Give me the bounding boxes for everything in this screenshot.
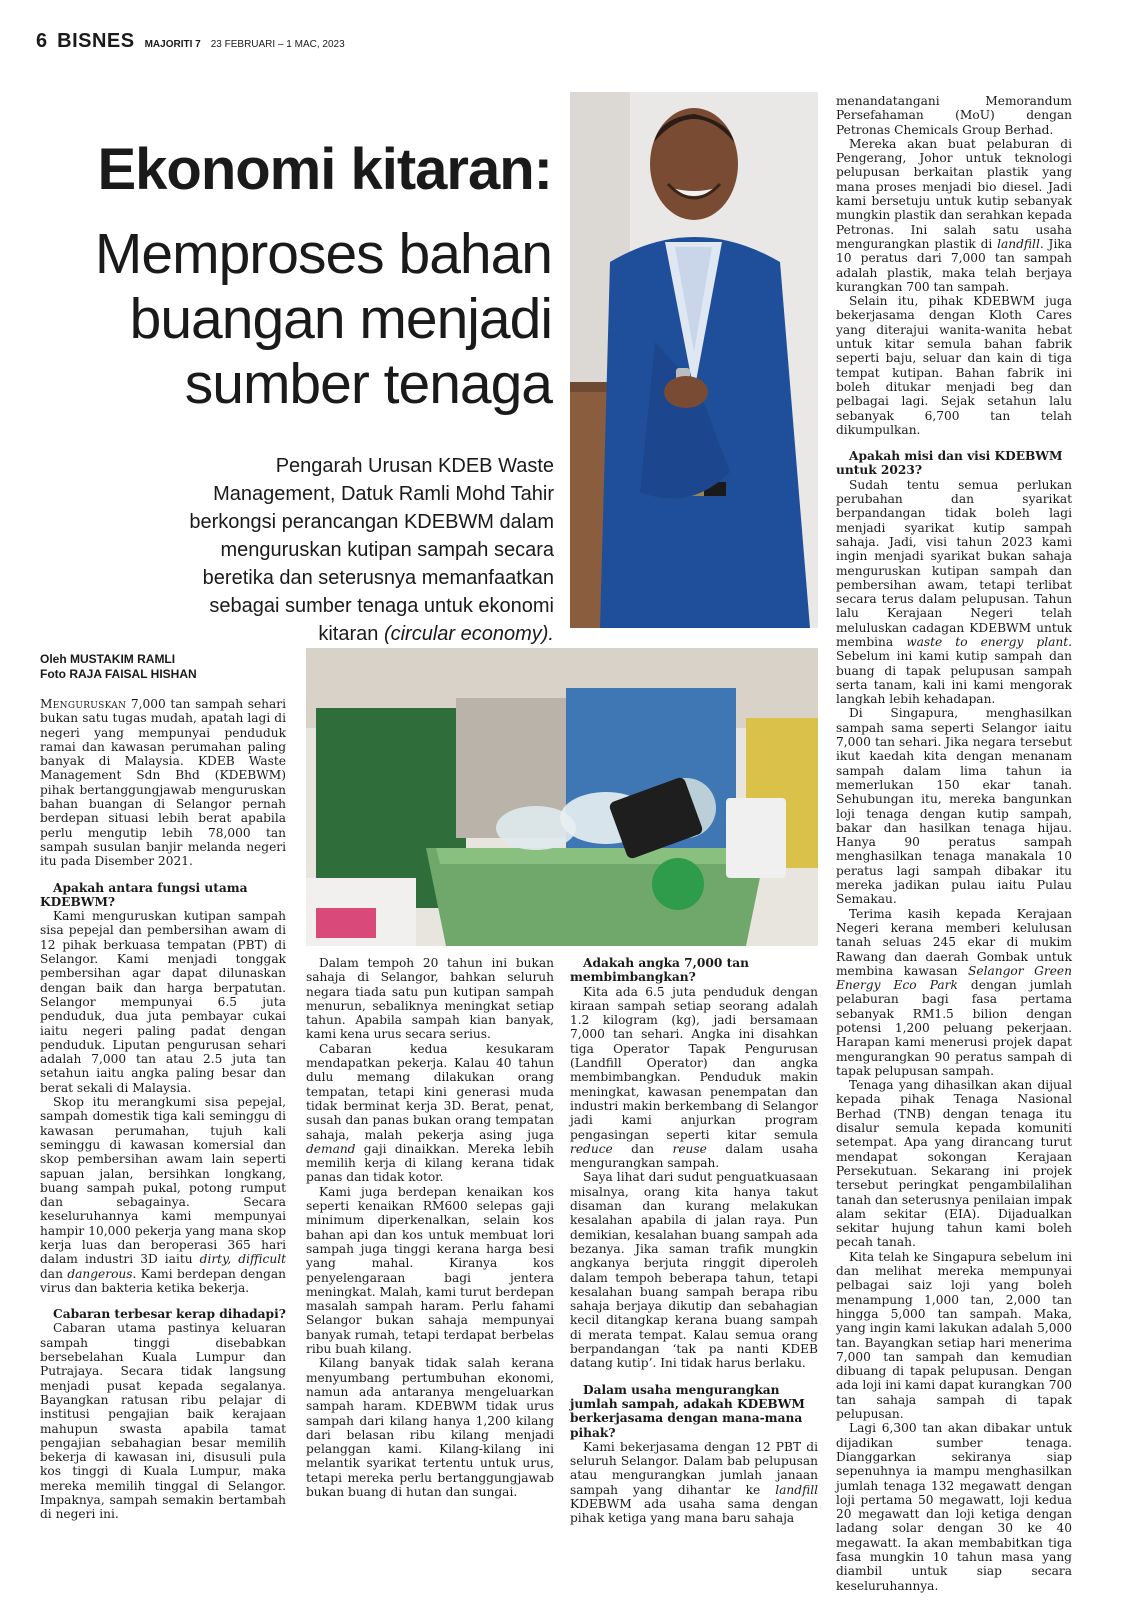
byline-photographer: Foto RAJA FAISAL HISHAN	[40, 667, 197, 681]
interview-question: Apakah antara fungsi utama KDEBWM?	[40, 880, 248, 909]
paragraph-text: Skop itu merangkumi sisa pepejal, sampah domestik tiga kali seminggu di kawasan perumahan, tujuh kali seminggu di kawasan komersial dan skop pembersihan awam lain seperti sapuan jalan, bersihkan longkang, buang sampah pukal, potong rumput dan sebagainya. Secara keseluruhannya kami mempunyai hampir 10,000 pekerja yang mana skop kerja luas dan beroperasi 365 hari dalam industri 3D iaitu	[40, 1095, 286, 1267]
portrait-photo	[570, 92, 818, 628]
paragraph-text: . Jika 10 peratus dari 7,000 tan sampah adalah plastik, maka telah berjaya kurangkan 700 tan sampah.	[836, 236, 1072, 294]
italic-text: Selangor Green Energy Eco Park	[836, 963, 1072, 993]
paragraph	[40, 1095, 286, 1295]
paragraph	[836, 478, 1072, 707]
interview-question: Apakah misi dan visi KDEBWM untuk 2023?	[836, 449, 1063, 478]
italic-text: landfill	[997, 236, 1040, 251]
paragraph	[570, 1440, 818, 1526]
paragraph-text: dan	[40, 1266, 68, 1281]
article-column-1	[40, 697, 286, 1522]
paragraph: menandatangani Memorandum Persefahaman (MoU) dengan Petronas Chemicals Group Berhad.	[836, 94, 1072, 137]
paragraph: Dalam tempoh 20 tahun ini bukan sahaja di Selangor, bahkan seluruh negara tiada satu pun kutipan sampah menurun, sebaliknya meningkat setiap tahun. Apabila sampah kian banyak, kami kena urus secara serius.	[306, 956, 554, 1042]
paragraph-text: Kami bekerjasama dengan 12 PBT di seluruh Selangor. Dalam bab pelupusan atau mengurangkan jumlah janaan sampah yang dihantar ke	[570, 1439, 818, 1497]
byline-writer: Oleh MUSTAKIM RAMLI	[40, 652, 176, 666]
paragraph-text: Kita ada 6.5 juta penduduk dengan kiraan sampah setiap seorang adalah 1.2 kilogram (kg), jadi bersamaan 7,000 tan sehari. Angka ini disahkan tiga Operator Tapak Pengurusan (Landfill Operator) dan angka membimbangkan. Penduduk makin meningkat, kawasan penempatan dan industri makin berkembang di Selangor jadi kami anjurkan program pengasingan seperti kitar semula	[570, 984, 818, 1142]
paragraph-text: gaji dinaikkan. Mereka lebih memilih kerja di kilang kerana tidak panas dan tidak kotor.	[306, 1141, 554, 1185]
deck-italic: (circular economy).	[383, 623, 554, 645]
lead-word: Menguruskan	[40, 697, 127, 711]
paragraph: Kami juga berdepan kenaikan kos seperti kenaikan RM600 selepas gaji minimum diperkenalkan, selain kos bahan api dan kos untuk membuat lori sampah juga tinggi kerana harga besi yang mahal. Kiranya kos penyelengaraan bagi jentera meningkat. Malah, kami turut berdepan masalah sampah haram. Perlu fahami Selangor bukan sahaja mempunyai banyak rumah, tetapi terdapat berbelas ribu buah kilang.	[306, 1184, 554, 1357]
paragraph-text: Sudah tentu semua perlukan perubahan dan syarikat berpandangan tidak boleh lagi menjadi syarikat kutip sampah sahaja. Jadi, visi tahun 2023 kami ingin menjadi syarikat bukan sahaja menguruskan kutipan sampah dan pembersihan awam, tetapi terlibat secara terus dalam pelupusan. Tahun lalu Kerajaan Negeri telah meluluskan cadagan KDEBWM untuk membina	[836, 477, 1072, 649]
paragraph	[836, 137, 1072, 294]
paragraph-text: . Kami berdepan dengan virus dan bakteria ketika bekerja.	[40, 1266, 286, 1295]
paragraph-text: . Sebelum ini kami kutip sampah dan buang di tapak pelupusan sampah serta tanam, kali ini kami mengorak langkah lebih kehadapan.	[836, 634, 1072, 707]
paragraph: Kita telah ke Singapura sebelum ini dan melihat mereka mempunyai pelbagai saiz loji yang boleh menampung 1,000 tan, 2,000 tan hingga 5,000 tan sampah. Maka, yang ingin kami lakukan adalah 5,000 tan. Bayangkan setiap hari menerima 7,000 tan sampah dan kemudian dibuang di tapak pelupusan. Dengan ada loji ini kami dapat kurangkan 700 tan sahaja sampah di tapak pelupusan.	[836, 1249, 1072, 1422]
recycling-bins-illustration	[306, 648, 818, 946]
interview-question: Cabaran terbesar kerap dihadapi?	[53, 1307, 286, 1322]
paragraph-text: KDEBWM ada usaha sama dengan pihak ketiga yang mana baru sahaja	[570, 1496, 818, 1526]
publication-name: MAJORITI 7	[144, 39, 201, 50]
section-name: BISNES	[57, 30, 135, 52]
paragraph: Kilang banyak tidak salah kerana menyumbang pertumbuhan ekonomi, namun ada antaranya mengeluarkan sampah haram. KDEBWM tidak urus sampah dari kilang hanya 1,200 kilang dari belasan ribu kilang menjadi pelanggan kami. Kilang-kilang ini melantik syarikat tertentu untuk urus, tetapi mereka perlu bertanggungjawab bukan buang di hutan dan sungai.	[306, 1356, 554, 1499]
italic-text: dangerous	[67, 1266, 133, 1281]
paragraph-text: Mereka akan buat pelaburan di Pengerang, Johor untuk teknologi pelupusan berkaitan plastik yang mana proses menjadi bio diesel. Jadi kami bersetuju untuk kutip sebanyak mungkin plastik dan serahkan kepada Petronas. Ini salah satu usaha mengurangkan plastik di	[836, 136, 1072, 251]
portrait-illustration	[570, 92, 818, 628]
paragraph	[570, 985, 818, 1171]
paragraph-text: Terima kasih kepada Kerajaan Negeri kerana memberi kelulusan tanah seluas 245 ekar di mukim Rawang dan daerah Gombak untuk membina kawasan	[836, 906, 1072, 978]
article-column-2	[306, 956, 554, 1499]
interview-question: Dalam usaha mengurangkan jumlah sampah, adakah KDEBWM berkerjasama dengan mana-mana pihak?	[570, 1382, 805, 1440]
paragraph-text: 7,000 tan sampah sehari bukan satu tugas mudah, apatah lagi di negeri yang mempunyai penduduk ramai dan kawasan perumahan paling banyak di Malaysia. KDEB Waste Management Sdn Bhd (KDEBWM) pihak bertanggungjawab menguruskan bahan buangan di Selangor pernah berdepan situasi lebih berat apabila perlu mengutip lebih 78,000 tan sampah susulan banjir melanda negeri itu pada Disember 2021.	[40, 697, 286, 869]
article-deck	[150, 452, 554, 648]
paragraph-text: dalam usaha mengurangkan sampah.	[570, 1141, 818, 1171]
paragraph: Saya lihat dari sudut penguatkuasaan misalnya, orang kita hanya takut disaman dan kurang melakukan kesalahan apabila di jalan raya. Pun demikian, kesalahan buang sampah ada bezanya. Jika saman trafik mungkin angkanya berjuta ringgit diperoleh dalam tempoh beberapa tahun, tetapi kesalahan buang sampah berapa ribu sahaja berjaya dikutip dan sebahagian kecil ditangkap kerana buang sampah di merata tempat. Kalau semua orang berpandangan ‘tak pa nanti KDEB datang kutip’. Ini tidak harus berlaku.	[570, 1170, 818, 1371]
recycling-photo	[306, 648, 818, 946]
paragraph: Selain itu, pihak KDEBWM juga bekerjasama dengan Kloth Cares yang diterajui wanita-wanita hebat untuk kitar semula bahan fabrik seperti baju, seluar dan kain di tiga tempat kutipan. Bahan fabrik ini boleh ditukar menjadi beg dan pelbagai lagi. Sejak setahun lalu sebanyak 6,700 tan telah dikumpulkan.	[836, 294, 1072, 437]
paragraph: Cabaran utama pastinya keluaran sampah tinggi disebabkan bersebelahan Kuala Lumpur dan Putrajaya. Secara tidak langsung menjadi pusat kepada segalanya. Bayangkan ratusan ribu pelajar di institusi pengajian baik kerajaan mahupun swasta apabila tamat pengajian sebahagian besar memilih bekerja di kawasan ini, disusuli pula kos tinggi di Kuala Lumpur, maka mereka memilih tinggal di Selangor. Impaknya, sampah semakin bertambah di negeri ini.	[40, 1321, 286, 1522]
paragraph-text: Cabaran kedua kesukaram mendapatkan pekerja. Kalau 40 tahun dulu memang dilakukan orang tempatan, tetapi kini generasi muda tidak berminat kerja 3D. Berat, penat, susah dan panas bukan orang tempatan sahaja, malah pekerja asing juga	[306, 1041, 554, 1142]
italic-text: demand	[306, 1141, 356, 1156]
article-column-3	[570, 956, 818, 1526]
paragraph	[836, 907, 1072, 1079]
italic-text: landfill	[775, 1482, 818, 1497]
paragraph: Lagi 6,300 tan akan dibakar untuk dijadikan sumber tenaga. Dianggarkan sekiranya siap sepenuhnya ia mampu menghasilkan jumlah tenaga 132 megawatt dengan loji pertama 50 megawatt, loji kedua 20 megawatt dan loji ketiga dengan ladang solar dengan 30 ke 40 megawatt. Ia akan membabitkan tiga fasa mungkin 10 tahun masa yang diambil untuk siap secara keseluruhannya.	[836, 1421, 1072, 1593]
paragraph: Di Singapura, menghasilkan sampah sama seperti Selangor iaitu 7,000 tan sehari. Jika negara tersebut ikut kaedah kita dengan menanam sampah dalam lima tahun ia memerlukan 150 ekar tanah. Sehubungan itu, mereka bangunkan loji tenaga dengan kutip sampah, bakar dan hasilkan tenaga hijau. Hanya 90 peratus sampah menghasilkan tenaga manakala 10 peratus lagi sampah dibakar itu mereka jadikan pulau iaitu Pulau Semakau.	[836, 706, 1072, 907]
paragraph: Kami menguruskan kutipan sampah sisa pepejal dan pembersihan awam di 12 pihak berkuasa tempatan (PBT) di Selangor. Kami menjadi tonggak pembersihan agar dapat dilunaskan dengan baik dan harga berpatutan. Selangor mempunyai 6.5 juta penduduk, dua juta pembayar cukai iaitu negeri paling padat dengan penduduk. Liputan pengurusan sehari adalah 7,000 tan atau 2.5 juta tan setahun iaitu angka paling besar dan berat sekali di Malaysia.	[40, 909, 286, 1095]
italic-text: reduce	[570, 1141, 613, 1156]
headline-sub: Memproses bahan buangan menjadi sumber tenaga	[94, 222, 552, 416]
byline	[40, 652, 300, 682]
italic-text: dirty, difficult	[199, 1252, 286, 1267]
page-header	[36, 30, 345, 54]
article-column-4	[836, 94, 1072, 1593]
paragraph-text: dengan jumlah pelaburan bagi fasa pertama sebanyak RM1.5 bilion dengan potensi 1,200 peluang pekerjaan. Harapan kami menerusi projek dapat mengurangkan 90 peratus sampah di tapak pelupusan sampah.	[836, 978, 1072, 1078]
issue-date: 23 FEBRUARI – 1 MAC, 2023	[210, 39, 345, 50]
deck-text: Pengarah Urusan KDEB Waste Management, Datuk Ramli Mohd Tahir berkongsi perancangan KDEBWM dalam menguruskan kutipan sampah secara beretika dan seterusnya memanfaatkan sebagai sumber tenaga untuk ekonomi kitaran	[189, 455, 554, 645]
headline-main: Ekonomi kitaran:	[97, 137, 552, 202]
paragraph: Tenaga yang dihasilkan akan dijual kepada pihak Tenaga Nasional Berhad (TNB) dengan tenaga itu disalur semula kepada komuniti setempat. Apa yang dirancang turut mendapat sokongan Kerajaan Persekutuan. Sekarang ini projek tersebut peringkat pengambilalihan tanah dan seterusnya penilaian impak alam sekitar (EIA). Dijadualkan sekitar hujung tahun kami boleh pecah tanah.	[836, 1078, 1072, 1250]
interview-question: Adakah angka 7,000 tan membimbangkan?	[570, 956, 749, 985]
paragraph	[306, 1042, 554, 1185]
page-number: 6	[36, 30, 48, 52]
italic-text: waste to energy plant	[906, 634, 1069, 649]
paragraph-text: dan	[612, 1141, 673, 1156]
paragraph	[40, 697, 286, 869]
italic-text: reuse	[672, 1141, 707, 1156]
